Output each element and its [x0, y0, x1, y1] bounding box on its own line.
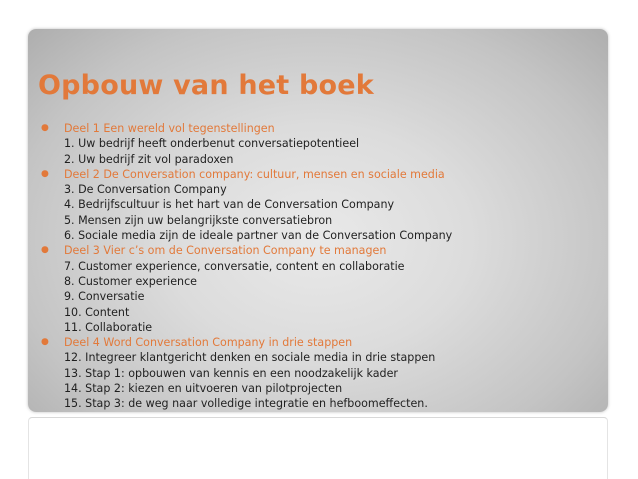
part-title: Deel 4 Word Conversation Company in drie stappen [64, 336, 353, 350]
part-title: Deel 2 De Conversation company: cultuur, mensen en sociale media [64, 167, 445, 181]
slide-title: Opbouw van het boek [38, 70, 374, 101]
chapter-item: 15. Stap 3: de weg naar volledige integratie en hefboomeffecten. [64, 397, 428, 411]
chapter-item: 3. De Conversation Company [64, 183, 227, 197]
chapter-item: 2. Uw bedrijf zit vol paradoxen [64, 152, 234, 166]
chapter-list [64, 182, 603, 243]
chapter-item: 1. Uw bedrijf heeft onderbenut conversatiepotentieel [64, 137, 360, 151]
part-item [38, 121, 603, 167]
chapter-list [64, 350, 603, 411]
chapter-list [64, 259, 603, 335]
outline-list [38, 121, 603, 412]
circle-bullet-icon: ● [41, 245, 49, 256]
chapter-item: 11. Collaboratie [64, 320, 153, 334]
chapter-list [64, 136, 603, 167]
chapter-item: 13. Stap 1: opbouwen van kennis en een noodzakelijk kader [64, 366, 398, 380]
chapter-item: 10. Content [64, 305, 130, 319]
part-title: Deel 1 Een wereld vol tegenstellingen [64, 122, 275, 135]
chapter-item: 6. Sociale media zijn de ideale partner van de Conversation Company [64, 229, 453, 243]
circle-bullet-icon: ● [41, 123, 49, 133]
chapter-item: 7. Customer experience, conversatie, content en collaboratie [64, 259, 405, 273]
part-item [38, 243, 603, 335]
part-item [38, 167, 603, 243]
part-item [38, 335, 603, 411]
chapter-item: 4. Bedrijfscultuur is het hart van de Conversation Company [64, 198, 395, 212]
chapter-item: 14. Stap 2: kiezen en uitvoeren van pilotprojecten [64, 382, 343, 396]
circle-bullet-icon: ● [41, 168, 49, 179]
chapter-item: 9. Conversatie [64, 290, 145, 304]
chapter-item: 5. Mensen zijn uw belangrijkste conversatiebron [64, 213, 333, 227]
circle-bullet-icon: ● [41, 337, 49, 348]
part-title: Deel 3 Vier c’s om de Conversation Company te managen [64, 244, 387, 258]
chapter-item: 8. Customer experience [64, 274, 198, 288]
footer-band [28, 417, 608, 479]
chapter-item: 12. Integreer klantgericht denken en sociale media in drie stappen [64, 351, 436, 365]
